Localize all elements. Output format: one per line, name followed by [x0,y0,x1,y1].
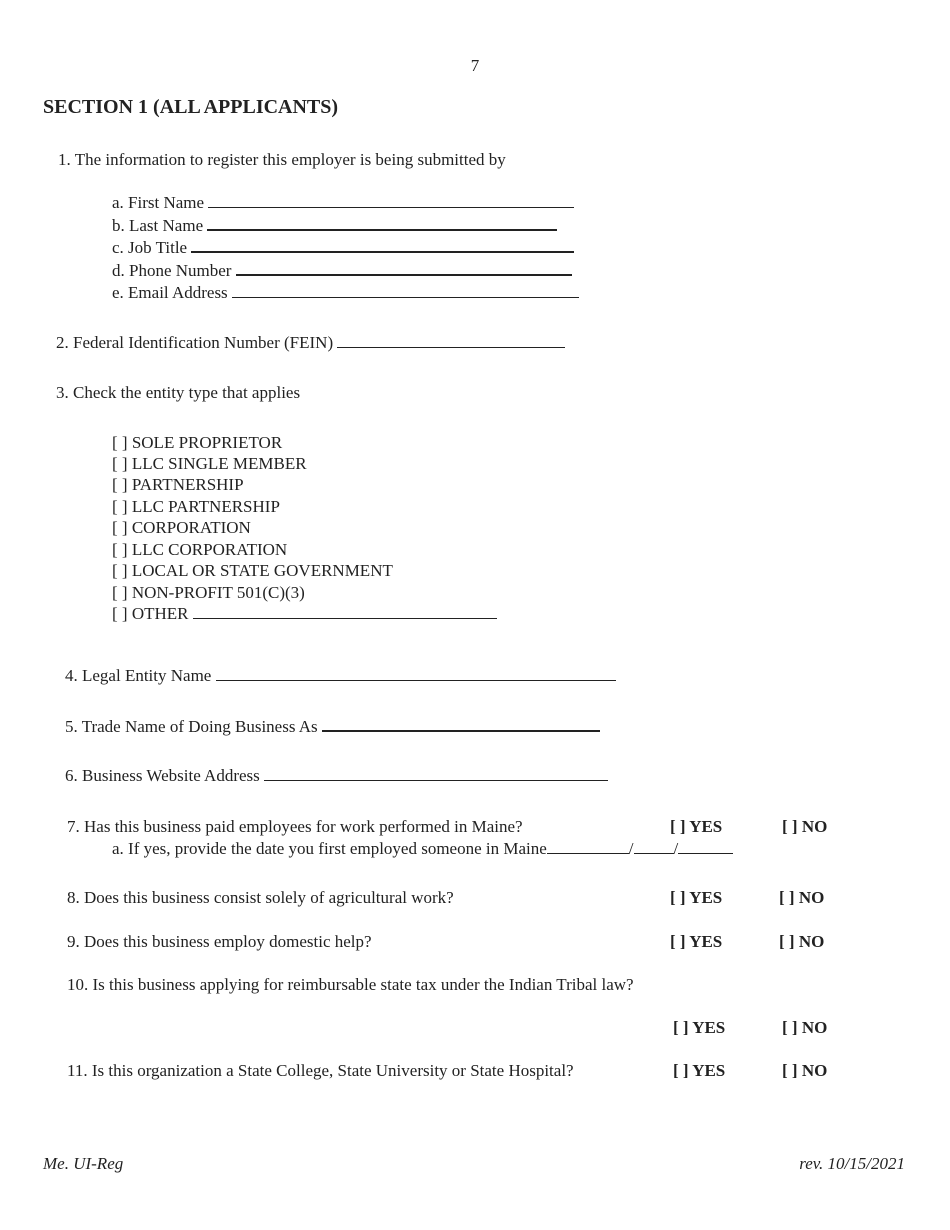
first-name-field[interactable] [208,193,574,208]
email-address-label: e. Email Address [112,283,228,302]
last-name-label: b. Last Name [112,216,204,235]
date-separator: / [628,839,634,858]
last-name-row [112,215,557,236]
question-4: 4. Legal Entity Name [65,666,212,685]
question-7: 7. Has this business paid employees for work performed in Maine? [67,817,523,836]
page-number: 7 [470,56,480,75]
legal-entity-name-field[interactable] [216,666,616,681]
q10-yes[interactable]: [ ] YES [673,1018,726,1037]
email-address-field[interactable] [232,283,579,298]
question-8: 8. Does this business consist solely of agricultural work? [67,888,454,907]
q10-no[interactable]: [ ] NO [782,1018,828,1037]
question-1: 1. The information to register this employer is being submitted by [58,150,506,169]
question-5-row [65,716,600,737]
question-2: 2. Federal Identification Number (FEIN) [56,333,334,352]
date-month-field[interactable] [547,839,629,854]
section-title: SECTION 1 (ALL APPLICANTS) [43,96,339,118]
q11-yes[interactable]: [ ] YES [673,1061,726,1080]
date-separator: / [673,839,679,858]
job-title-field[interactable] [191,237,574,253]
trade-name-field[interactable] [322,716,600,732]
first-name-label: a. First Name [112,193,205,212]
entity-option-other[interactable]: [ ] OTHER [112,604,189,623]
question-7a-row [112,839,733,859]
first-name-row [112,193,574,213]
footer-revision: rev. 10/15/2021 [799,1154,905,1173]
website-field[interactable] [264,766,608,781]
q11-no[interactable]: [ ] NO [782,1061,828,1080]
last-name-field[interactable] [207,215,557,231]
q7-yes[interactable]: [ ] YES [670,817,723,836]
question-5: 5. Trade Name of Doing Business As [65,717,318,736]
question-3: 3. Check the entity type that applies [56,383,301,402]
phone-number-label: d. Phone Number [112,261,232,280]
entity-option-non-profit[interactable]: [ ] NON-PROFIT 501(C)(3) [112,583,305,602]
entity-option-other-row [112,604,497,624]
question-6-row [65,766,608,786]
q8-yes[interactable]: [ ] YES [670,888,723,907]
question-10: 10. Is this business applying for reimbursable state tax under the Indian Tribal law? [67,975,634,994]
email-address-row [112,283,579,303]
entity-option-corporation[interactable]: [ ] CORPORATION [112,518,251,537]
question-6: 6. Business Website Address [65,766,260,785]
q9-yes[interactable]: [ ] YES [670,932,723,951]
question-4-row [65,666,616,686]
entity-option-partnership[interactable]: [ ] PARTNERSHIP [112,475,244,494]
entity-option-government[interactable]: [ ] LOCAL OR STATE GOVERNMENT [112,561,393,580]
fein-field[interactable] [337,333,565,348]
phone-number-row [112,260,572,281]
job-title-label: c. Job Title [112,238,188,257]
phone-number-field[interactable] [236,260,572,276]
entity-option-llc-partnership[interactable]: [ ] LLC PARTNERSHIP [112,497,280,516]
q9-no[interactable]: [ ] NO [779,932,825,951]
entity-option-llc-corporation[interactable]: [ ] LLC CORPORATION [112,540,288,559]
entity-option-sole-proprietor[interactable]: [ ] SOLE PROPRIETOR [112,433,283,452]
question-7a: a. If yes, provide the date you first employed someone in Maine [112,839,547,858]
q8-no[interactable]: [ ] NO [779,888,825,907]
job-title-row [112,237,574,258]
entity-option-llc-single-member[interactable]: [ ] LLC SINGLE MEMBER [112,454,307,473]
date-year-field[interactable] [678,839,733,854]
footer-form-id: Me. UI-Reg [43,1154,124,1173]
question-9: 9. Does this business employ domestic help? [67,932,372,951]
question-11: 11. Is this organization a State College, State University or State Hospital? [67,1061,574,1080]
q7-no[interactable]: [ ] NO [782,817,828,836]
entity-other-field[interactable] [193,604,497,619]
question-2-row [56,333,565,353]
date-day-field[interactable] [634,839,674,854]
